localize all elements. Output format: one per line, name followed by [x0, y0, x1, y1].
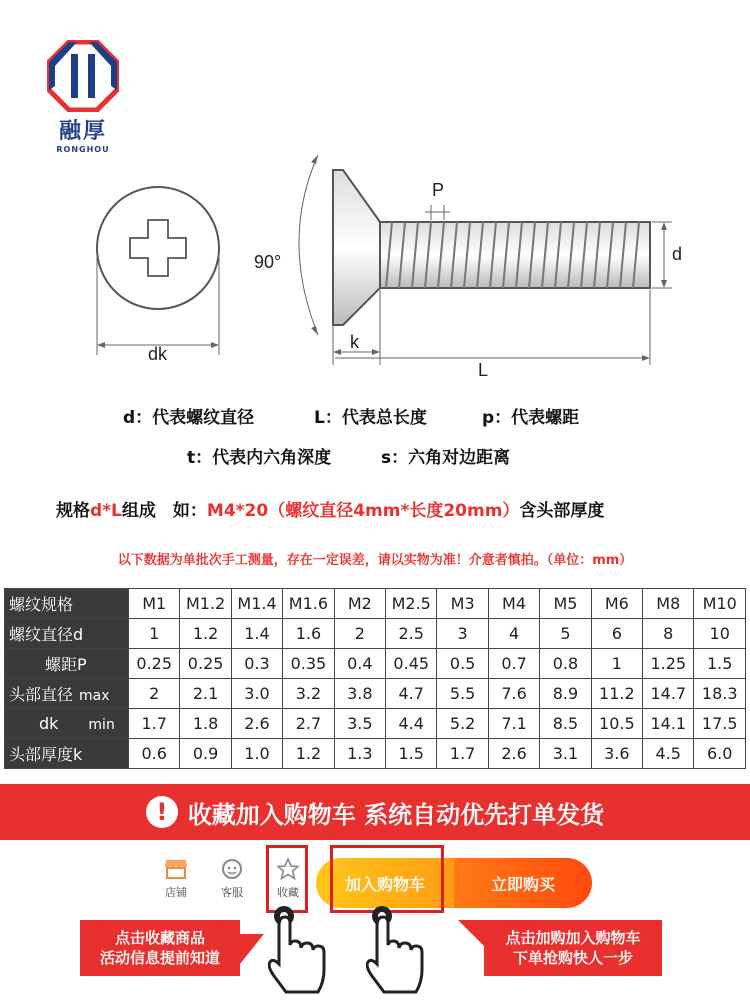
table-cell: 4.7 — [386, 679, 437, 709]
table-cell: 1.6 — [283, 619, 334, 649]
table-cell: M1.2 — [180, 589, 231, 619]
table-cell: 10.5 — [591, 709, 642, 739]
table-row — [5, 589, 746, 619]
shop-icon — [164, 858, 188, 880]
table-cell: 3.8 — [334, 679, 385, 709]
screw-diagram — [0, 130, 750, 390]
cart-highlight-box — [330, 845, 444, 913]
table-cell: M5 — [540, 589, 591, 619]
table-cell: M4 — [488, 589, 539, 619]
row-header: 螺纹规格 — [5, 589, 129, 619]
table-cell: 1.7 — [129, 709, 180, 739]
table-cell: 0.7 — [488, 649, 539, 679]
table-row — [5, 619, 746, 649]
label-dk: dk — [148, 344, 168, 364]
label-d: d — [672, 244, 683, 264]
row-header-label: dk — [39, 714, 59, 733]
table-cell: M2.5 — [386, 589, 437, 619]
table-cell: 1.7 — [437, 739, 488, 769]
row-header — [5, 709, 129, 739]
row-header — [5, 679, 129, 709]
spec-table — [4, 588, 746, 769]
screw-head-side — [333, 170, 380, 325]
service-button[interactable] — [212, 858, 252, 900]
label-angle: 90° — [254, 252, 282, 272]
table-cell: 1.8 — [180, 709, 231, 739]
cart-callout-line-1: 点击加购加入购物车 — [505, 929, 641, 947]
table-cell: 1.3 — [334, 739, 385, 769]
label-k: k — [350, 332, 359, 352]
shop-button[interactable] — [156, 858, 196, 900]
table-cell: 3.2 — [283, 679, 334, 709]
legend-l: L：代表总长度 — [314, 408, 427, 428]
table-cell: 1 — [591, 649, 642, 679]
table-cell: 1.25 — [643, 649, 694, 679]
row-header: 头部厚度k — [5, 739, 129, 769]
table-cell: 6 — [591, 619, 642, 649]
customer-service-icon — [220, 858, 244, 880]
shop-label: 店铺 — [165, 886, 187, 899]
table-cell: 2 — [334, 619, 385, 649]
favorite-callout-line-1: 点击收藏商品 — [114, 929, 205, 947]
table-cell: 6.0 — [694, 739, 746, 769]
table-cell: 2.6 — [231, 709, 282, 739]
table-cell: 0.35 — [283, 649, 334, 679]
legend-p: p：代表螺距 — [482, 408, 580, 428]
table-cell: 3 — [437, 619, 488, 649]
table-cell: 8.9 — [540, 679, 591, 709]
table-cell: 0.25 — [129, 649, 180, 679]
table-cell: 3.5 — [334, 709, 385, 739]
favorite-highlight-box — [266, 845, 308, 913]
table-cell: 3.0 — [231, 679, 282, 709]
service-label: 客服 — [221, 886, 243, 899]
table-cell: M3 — [437, 589, 488, 619]
favorite-callout — [80, 920, 240, 976]
table-row — [5, 649, 746, 679]
promo-banner-text: 收藏加入购物车 系统自动优先打单发货 — [187, 800, 605, 829]
table-cell: 18.3 — [694, 679, 746, 709]
legend-s: s：六角对边距离 — [381, 448, 511, 468]
table-cell: 2 — [129, 679, 180, 709]
table-cell: 5.2 — [437, 709, 488, 739]
row-header-label: 头部直径 — [9, 685, 74, 704]
row-header-sub: max — [79, 688, 110, 704]
table-cell: M6 — [591, 589, 642, 619]
table-cell: M1.4 — [231, 589, 282, 619]
promo-banner — [0, 784, 750, 840]
table-cell: M1 — [129, 589, 180, 619]
add-to-cart-button[interactable]: 加入购物车 — [316, 858, 454, 908]
table-cell: 1.0 — [231, 739, 282, 769]
table-cell: M2 — [334, 589, 385, 619]
table-cell: 14.7 — [643, 679, 694, 709]
favorite-label: 收藏 — [277, 886, 299, 899]
brand-name-cn: 融厚 — [58, 119, 107, 144]
table-cell: 0.5 — [437, 649, 488, 679]
table-cell: 0.3 — [231, 649, 282, 679]
table-cell: 1 — [129, 619, 180, 649]
table-cell: 3.1 — [540, 739, 591, 769]
table-cell: 4 — [488, 619, 539, 649]
table-cell: 0.45 — [386, 649, 437, 679]
table-cell: 1.2 — [283, 739, 334, 769]
measurement-warning: 以下数据为单批次手工测量，存在一定误差，请以实物为准！介意者慎拍。（单位：mm） — [117, 553, 633, 568]
table-cell: 2.1 — [180, 679, 231, 709]
right-callout-arrow — [458, 920, 488, 950]
brand-emblem-icon — [47, 40, 119, 112]
table-row — [5, 739, 746, 769]
table-cell: M8 — [643, 589, 694, 619]
table-cell: 7.6 — [488, 679, 539, 709]
legend-d: d：代表螺纹直径 — [123, 408, 255, 428]
table-cell: 8 — [643, 619, 694, 649]
table-cell: 0.25 — [180, 649, 231, 679]
left-callout-arrow — [234, 934, 264, 964]
brand-name-en: RONGHOU — [56, 145, 110, 154]
pointing-hand-icon — [268, 904, 330, 996]
table-cell: 8.5 — [540, 709, 591, 739]
table-cell: 7.1 — [488, 709, 539, 739]
pointing-hand-icon-2 — [366, 904, 428, 996]
table-cell: 0.8 — [540, 649, 591, 679]
table-cell: 4.4 — [386, 709, 437, 739]
table-cell: 5.5 — [437, 679, 488, 709]
table-cell: 2.7 — [283, 709, 334, 739]
exclamation-icon: ! — [146, 796, 178, 828]
table-row — [5, 679, 746, 709]
table-cell: M1.6 — [283, 589, 334, 619]
label-l: L — [478, 360, 489, 380]
cart-callout — [484, 920, 662, 976]
table-cell: 10 — [694, 619, 746, 649]
table-cell: 1.5 — [694, 649, 746, 679]
table-cell: 2.5 — [386, 619, 437, 649]
table-cell: 14.1 — [643, 709, 694, 739]
table-cell: 11.2 — [591, 679, 642, 709]
table-cell: 3.6 — [591, 739, 642, 769]
row-header: 螺距P — [5, 649, 129, 679]
table-row — [5, 709, 746, 739]
table-cell: 17.5 — [694, 709, 746, 739]
table-cell: 1.2 — [180, 619, 231, 649]
legend-t: t：代表内六角深度 — [187, 448, 332, 468]
table-cell: 0.4 — [334, 649, 385, 679]
table-cell: 1.5 — [386, 739, 437, 769]
table-cell: M10 — [694, 589, 746, 619]
table-cell: 0.9 — [180, 739, 231, 769]
table-cell: 4.5 — [643, 739, 694, 769]
table-cell: 5 — [540, 619, 591, 649]
label-p: P — [432, 180, 445, 200]
table-cell: 0.6 — [129, 739, 180, 769]
cart-callout-line-2: 下单抢购快人一步 — [512, 949, 633, 967]
spec-format-text: 规格d*L组成 如：M4*20（螺纹直径4mm*长度20mm）含头部厚度 — [56, 501, 605, 521]
row-header-sub: min — [88, 717, 115, 733]
table-cell: 2.6 — [488, 739, 539, 769]
buy-now-button[interactable]: 立即购买 — [454, 858, 592, 908]
favorite-callout-line-2: 活动信息提前知道 — [99, 949, 220, 967]
row-header: 螺纹直径d — [5, 619, 129, 649]
table-cell: 1.4 — [231, 619, 282, 649]
